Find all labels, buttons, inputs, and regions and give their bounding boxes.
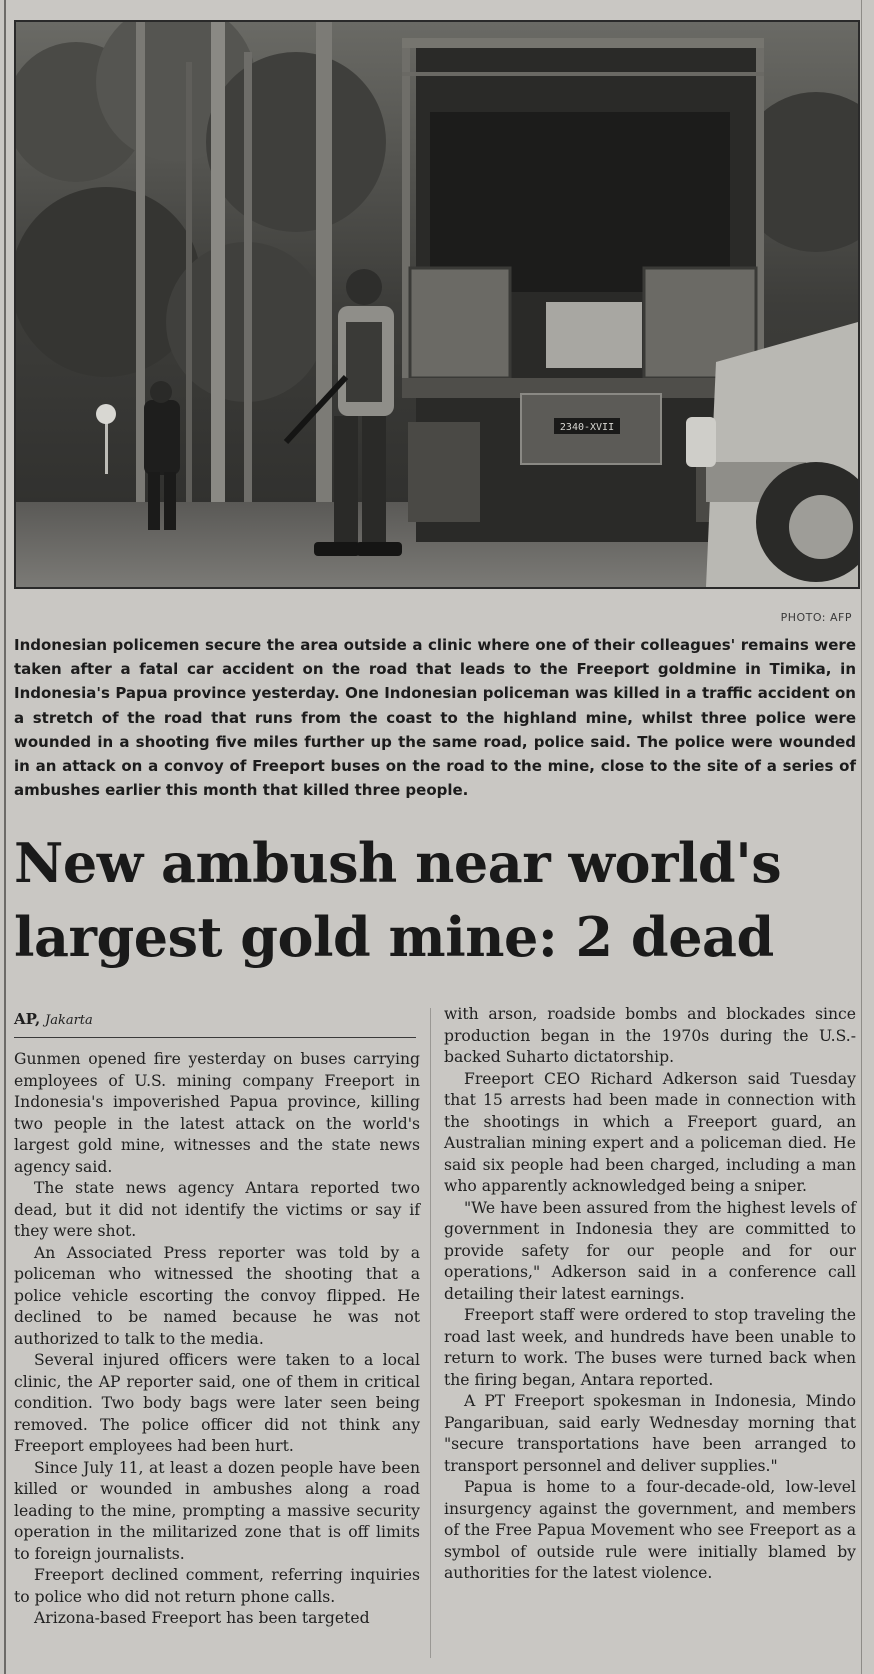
paragraph: A PT Freeport spokesman in Indonesia, Mindo Pangaribuan, said early Wednesday morning that "secure transportations have been arranged to transport personnel and deliver supplies." — [444, 1392, 856, 1475]
paragraph: with arson, roadside bombs and blockades since production began in the 1970s during the U.S.-backed Suharto dictatorship. — [444, 1005, 856, 1066]
news-photo — [14, 20, 860, 589]
paragraph: Arizona-based Freeport has been targeted — [34, 1609, 370, 1627]
photo-credit: PHOTO: AFP — [780, 611, 852, 624]
paragraph: "We have been assured from the highest levels of government in Indonesia they are committed to provide safety for our people and for our operations," Adkerson said in a conference call detailing their latest earnings. — [444, 1198, 856, 1303]
byline-agency: AP, — [14, 1010, 41, 1028]
page-edge — [4, 0, 6, 1674]
paragraph: Several injured officers were taken to a local clinic, the AP reporter said, one of them in critical condition. Two body bags were later seen being removed. The police officer did not think any Freeport employees had been hurt. — [14, 1351, 420, 1455]
paragraph: Papua is home to a four-decade-old, low-level insurgency against the government, and members of the Free Papua Movement who see Freeport as a symbol of outside rule were initially blamed by authorities for the latest violence. — [444, 1478, 856, 1582]
paragraph: The state news agency Antara reported two dead, but it did not identify the victims or say if they were shot. — [14, 1179, 420, 1240]
paragraph: Gunmen opened fire yesterday on buses carrying employees of U.S. mining company Freeport in Indonesia's impoverished Papua province, killing two people in the latest attack on the world's largest gold mine, witnesses and the state news agency said. — [14, 1050, 420, 1176]
headline: New ambush near world's largest gold mine: 2 dead — [14, 831, 782, 969]
svg-text:2340-XVII: 2340-XVII — [559, 422, 615, 433]
photo-illustration — [16, 22, 858, 587]
column-divider — [430, 1008, 431, 1658]
article-column-right — [444, 1004, 856, 1585]
paragraph: Since July 11, at least a dozen people have been killed or wounded in ambushes along a road leading to the mine, prompting a massive security operation in the militarized zone that is off limits to foreign journalists. — [14, 1458, 420, 1563]
article-column-left — [14, 1049, 420, 1630]
byline — [14, 1010, 93, 1028]
paragraph: Freeport CEO Richard Adkerson said Tuesday that 15 arrests had been made in connection with the shootings in which a Freeport guard, an Australian mining expert and a policeman died. He said six people had been charged, including a man who apparently acknowledged being a sniper. — [444, 1069, 856, 1195]
paragraph: An Associated Press reporter was told by a policeman who witnessed the shooting that a police vehicle escorting the convoy flipped. He declined to be named because he was not authorized to talk to the media. — [14, 1243, 420, 1348]
paragraph: Freeport declined comment, referring inquiries to police who did not return phone calls. — [14, 1566, 420, 1606]
byline-city: Jakarta — [45, 1013, 93, 1028]
byline-divider — [14, 1037, 416, 1038]
paragraph: Freeport staff were ordered to stop traveling the road last week, and hundreds have been unable to return to work. The buses were turned back when the firing began, Antara reported. — [444, 1306, 856, 1389]
photo-caption: Indonesian policemen secure the area outside a clinic where one of their colleagues' remains were taken after a fatal car accident on the road that leads to the Freeport goldmine in Timika, in Indonesia's Papua province yesterday. One Indonesian policeman was killed in a traffic accident on a stretch of the road that runs from the coast to the highland mine, whilst three police were wounded in a shooting five miles further up the same road, police said. The police were wounded in an attack on a convoy of Freeport buses on the road to the mine, close to the site of a series of ambushes earlier this month that killed three people. — [14, 636, 856, 800]
